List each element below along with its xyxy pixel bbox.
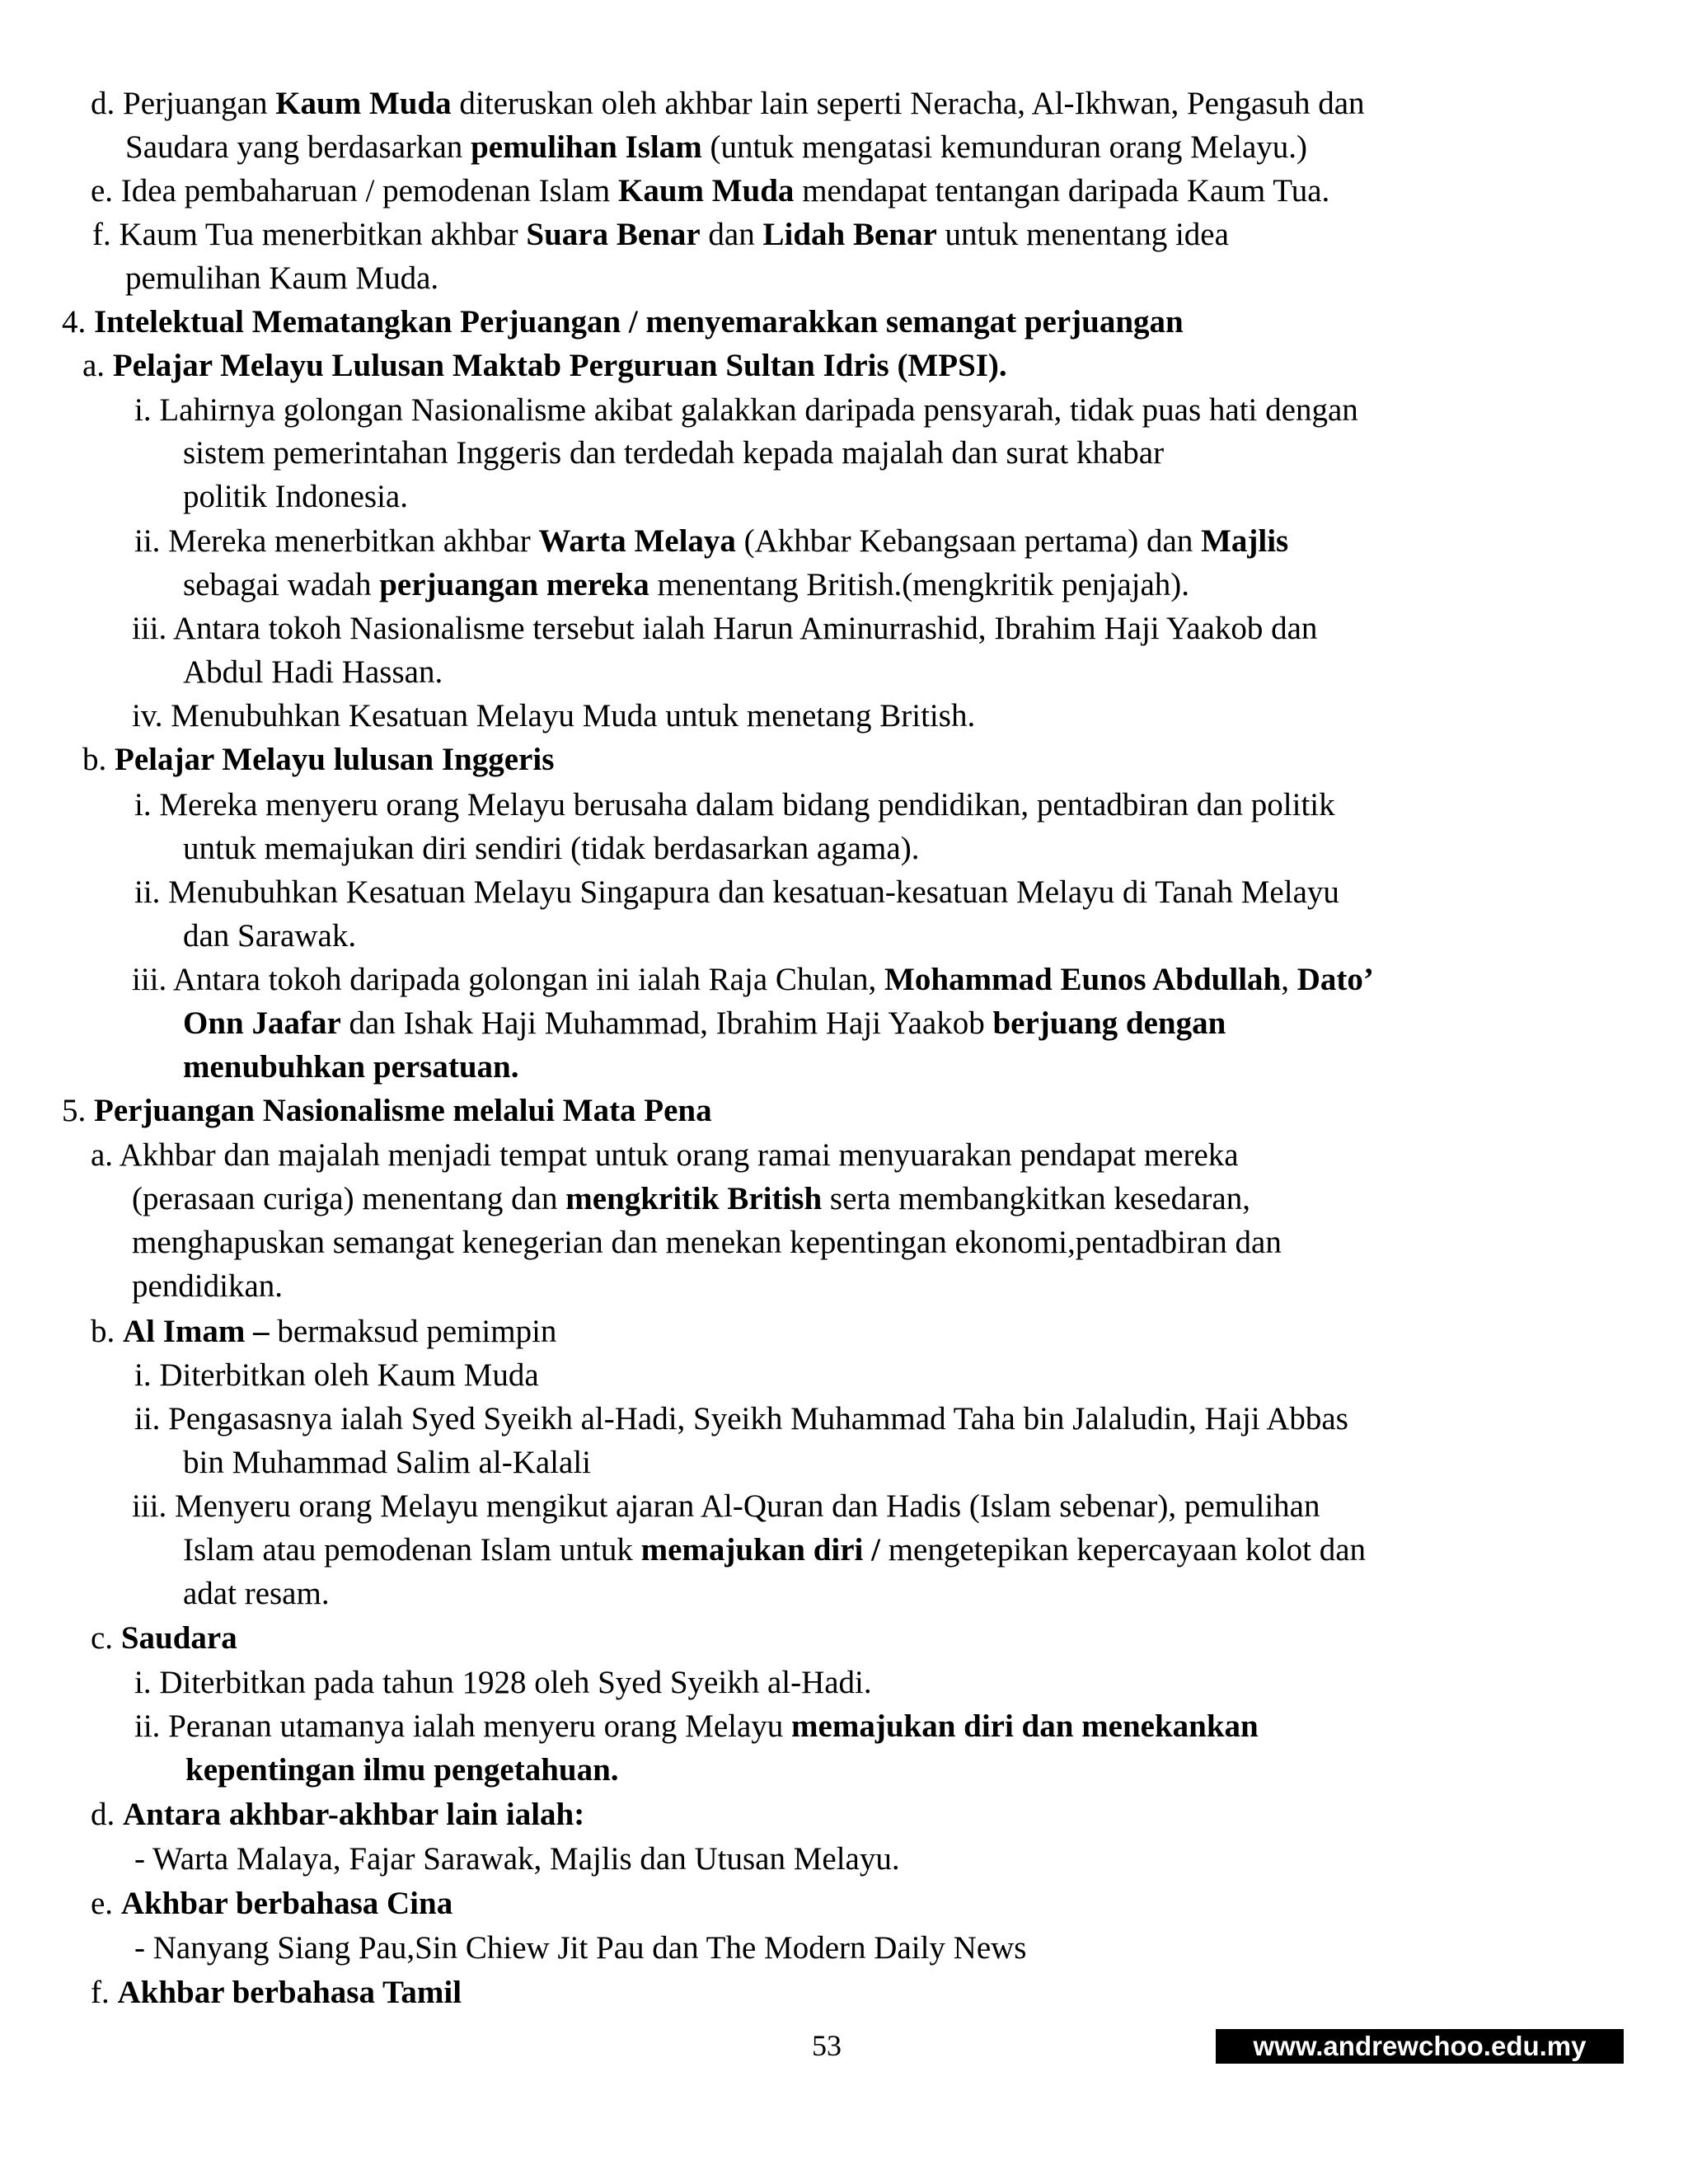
subsection-heading [91, 1617, 237, 1660]
bold-text: kepentingan ilmu pengetahuan. [185, 1752, 619, 1788]
bold-text: Dato’ [1296, 962, 1374, 997]
text-line [125, 257, 438, 300]
text-span: 5. [62, 1093, 94, 1128]
section-heading [62, 1090, 712, 1132]
bold-text: memajukan diri dan menekankan [791, 1708, 1259, 1744]
text-span: e. Idea pembaharuan / pemodenan Islam [91, 173, 618, 209]
text-line [134, 1705, 1259, 1748]
text-span: i. Diterbitkan pada tahun 1928 oleh Syed Syeikh al-Hadi. [134, 1665, 872, 1700]
text-span: , [1281, 962, 1297, 997]
text-span: - Warta Malaya, Fajar Sarawak, Majlis dan Utusan Melayu. [134, 1841, 900, 1877]
text-span: ii. Menubuhkan Kesatuan Melayu Singapura dan kesatuan-kesatuan Melayu di Tanah Melayu [134, 874, 1339, 910]
text-line [91, 170, 1329, 213]
text-span: 4. [62, 304, 94, 340]
subsection-heading [91, 1793, 584, 1836]
bold-text: Warta Melaya [538, 523, 736, 559]
text-span: d. [91, 1797, 123, 1832]
section-heading [62, 301, 1184, 344]
text-span: iii. Antara tokoh daripada golongan ini ialah Raja Chulan, [132, 962, 885, 997]
text-line [183, 1002, 1226, 1045]
text-span: untuk menentang idea [936, 217, 1229, 252]
website-badge: www.andrewchoo.edu.my [1216, 2029, 1624, 2064]
text-span: ii. Peranan utamanya ialah menyeru orang Melayu [134, 1708, 792, 1744]
text-line [134, 784, 1335, 827]
text-span: adat resam. [183, 1576, 330, 1611]
text-span: pendidikan. [132, 1268, 284, 1304]
bold-text: memajukan diri / [640, 1532, 880, 1568]
text-span: dan [700, 217, 763, 252]
text-line [132, 1265, 283, 1308]
text-line [183, 651, 443, 694]
text-line [92, 213, 1229, 256]
text-span: d. Perjuangan [91, 86, 276, 121]
bold-text: perjuangan mereka [379, 567, 649, 602]
text-span: sebagai wadah [183, 567, 380, 602]
bold-text: Mohammad Eunos Abdullah [884, 962, 1282, 997]
text-span: (Akhbar Kebangsaan pertama) dan [735, 523, 1202, 559]
text-line [91, 1134, 1239, 1177]
text-line [183, 1046, 518, 1089]
text-span: untuk memajukan diri sendiri (tidak berdasarkan agama). [183, 831, 920, 866]
text-line [134, 1661, 872, 1704]
text-span: a. [82, 348, 113, 383]
text-line [183, 564, 1189, 607]
bold-text: pemulihan Islam [471, 129, 702, 165]
text-span: e. [91, 1886, 121, 1921]
text-line [183, 1529, 1366, 1572]
text-line [183, 1441, 591, 1484]
text-span: i. Mereka menyeru orang Melayu berusaha dalam bidang pendidikan, pentadbiran dan politik [134, 787, 1335, 823]
page-number: 53 [812, 2029, 842, 2062]
text-span: mendapat tentangan daripada Kaum Tua. [794, 173, 1330, 209]
bold-text: Akhbar berbahasa Tamil [117, 1975, 462, 2010]
text-span: b. [82, 742, 115, 777]
text-line [134, 520, 1288, 563]
text-span: serta membangkitkan kesedaran, [822, 1181, 1250, 1216]
text-line [132, 958, 1374, 1001]
text-span: f. [91, 1975, 118, 2010]
bold-text: Antara akhbar-akhbar lain ialah: [123, 1797, 585, 1832]
bold-text: berjuang dengan [992, 1005, 1226, 1041]
text-span: dan Sarawak. [183, 918, 357, 954]
bold-text: Majlis [1201, 523, 1289, 559]
text-span: iii. Menyeru orang Melayu mengikut ajaran Al-Quran dan Hadis (Islam sebenar), pemulihan [132, 1488, 1320, 1524]
bold-text: Kaum Muda [275, 86, 452, 121]
text-line [132, 607, 1317, 650]
bold-text: menubuhkan persatuan. [183, 1049, 519, 1085]
text-span: - Nanyang Siang Pau,Sin Chiew Jit Pau dan The Modern Daily News [134, 1930, 1027, 1966]
text-line [125, 126, 1307, 169]
subsection-heading [91, 1882, 452, 1925]
text-span: i. Diterbitkan oleh Kaum Muda [134, 1357, 539, 1393]
text-line [134, 1398, 1348, 1441]
text-span: b. [91, 1314, 123, 1349]
text-span: bermaksud pemimpin [269, 1314, 557, 1349]
bold-text: Kaum Muda [617, 173, 795, 209]
text-line [132, 1485, 1320, 1528]
text-span: politik Indonesia. [183, 479, 408, 514]
bold-text: Lidah Benar [762, 217, 937, 252]
text-span: menghapuskan semangat kenegerian dan menekan kepentingan ekonomi,pentadbiran dan [132, 1225, 1282, 1260]
text-span: Saudara yang berdasarkan [125, 129, 471, 165]
text-span: (untuk mengatasi kemunduran orang Melayu.) [701, 129, 1308, 165]
text-span: Islam atau pemodenan Islam untuk [183, 1532, 641, 1568]
text-line [134, 1838, 900, 1881]
subsection-heading [91, 1310, 556, 1353]
text-line [132, 1221, 1282, 1264]
bold-text: Intelektual Mematangkan Perjuangan / menyemarakkan semangat perjuangan [94, 304, 1184, 340]
bold-text: Al Imam – [123, 1314, 270, 1349]
bold-text: Onn Jaafar [183, 1005, 341, 1041]
text-line [134, 871, 1339, 914]
bold-text: Pelajar Melayu Lulusan Maktab Perguruan Sultan Idris (MPSI). [112, 348, 1007, 383]
text-line [183, 432, 1164, 475]
text-span: Abdul Hadi Hassan. [183, 654, 443, 690]
text-span: a. Akhbar dan majalah menjadi tempat untuk orang ramai menyuarakan pendapat mereka [91, 1137, 1239, 1173]
subsection-heading [91, 1971, 462, 2014]
text-span: mengetepikan kepercayaan kolot dan [879, 1532, 1367, 1568]
text-line [183, 1572, 330, 1615]
text-span: iii. Antara tokoh Nasionalisme tersebut ialah Harun Aminurrashid, Ibrahim Haji Yaakob dan [132, 611, 1318, 646]
bold-text: mengkritik British [565, 1181, 823, 1216]
text-span: diteruskan oleh akhbar lain seperti Neracha, Al-Ikhwan, Pengasuh dan [451, 86, 1365, 121]
text-line [132, 1178, 1250, 1221]
bold-text: Suara Benar [526, 217, 701, 252]
text-span: menentang British.(mengkritik penjajah). [649, 567, 1190, 602]
text-line [132, 695, 975, 738]
text-span: f. Kaum Tua menerbitkan akhbar [92, 217, 527, 252]
bold-text: Perjuangan Nasionalisme melalui Mata Pena [94, 1093, 712, 1128]
text-line [91, 82, 1365, 125]
text-line [183, 827, 919, 870]
text-span: bin Muhammad Salim al-Kalali [183, 1445, 591, 1480]
text-line [183, 915, 356, 958]
text-line [134, 1354, 539, 1397]
bold-text: Pelajar Melayu lulusan Inggeris [115, 742, 555, 777]
text-span: sistem pemerintahan Inggeris dan terdedah kepada majalah dan surat khabar [183, 435, 1165, 471]
text-line [134, 389, 1358, 432]
text-span: ii. Mereka menerbitkan akhbar [134, 523, 539, 559]
text-span: i. Lahirnya golongan Nasionalisme akibat galakkan daripada pensyarah, tidak puas hati dengan [134, 392, 1358, 428]
subsection-heading [82, 344, 1007, 387]
text-line [185, 1749, 619, 1792]
bold-text: Akhbar berbahasa Cina [120, 1886, 453, 1921]
bold-text: Saudara [120, 1620, 237, 1656]
text-span: (perasaan curiga) menentang dan [132, 1181, 566, 1216]
text-span: dan Ishak Haji Muhammad, Ibrahim Haji Yaakob [340, 1005, 993, 1041]
text-span: iv. Menubuhkan Kesatuan Melayu Muda untuk menetang British. [132, 698, 976, 733]
text-line [134, 1927, 1026, 1970]
text-line [183, 476, 408, 518]
text-span: pemulihan Kaum Muda. [125, 260, 439, 296]
text-span: ii. Pengasasnya ialah Syed Syeikh al-Hadi, Syeikh Muhammad Taha bin Jalaludin, Haji Abbas [134, 1401, 1348, 1436]
text-span: c. [91, 1620, 121, 1656]
subsection-heading [82, 738, 554, 781]
